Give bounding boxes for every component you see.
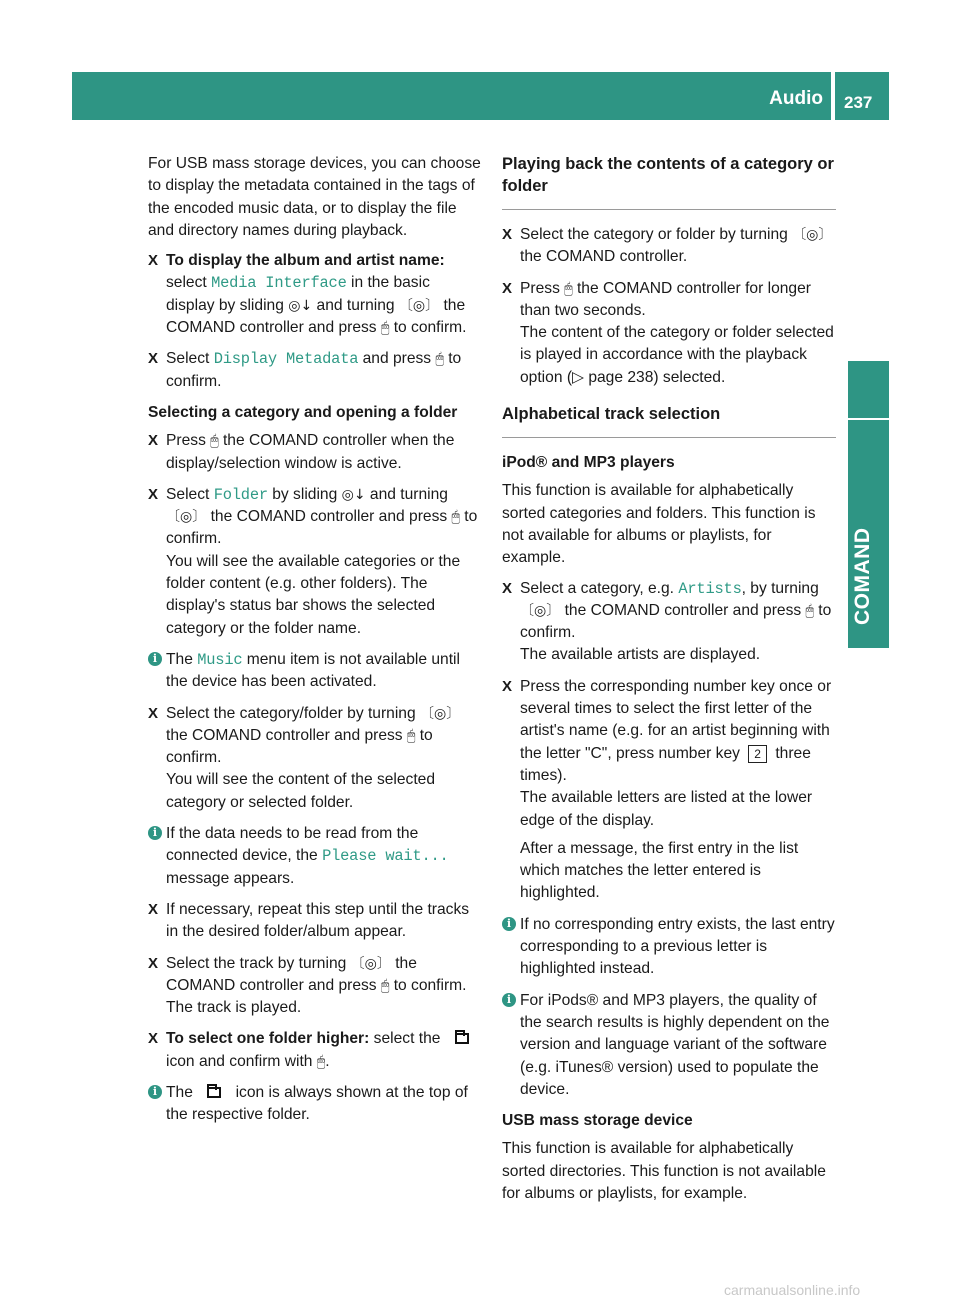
text: Select	[166, 485, 210, 503]
info-icon: i	[148, 1085, 162, 1099]
info-icon: i	[502, 993, 516, 1007]
text: the COMAND controller and press	[166, 726, 403, 744]
text: For iPods® and MP3 players, the quality of the search results is highly dependent on the version and language variant of the software (e.g. iTunes® version) used to populate the device.	[520, 991, 830, 1098]
info-icon: i	[148, 826, 162, 840]
text: If no corresponding entry exists, the last entry corresponding to a previous letter is highlighted instead.	[520, 915, 835, 978]
step-detail: You will see the available categories or the folder content (e.g. other folders). The display's status bar shows the selected category or the folder name.	[166, 552, 461, 637]
step-arrow-icon: X	[502, 579, 513, 597]
side-tab-label: COMAND	[851, 527, 874, 625]
right-column	[502, 153, 836, 1213]
page-number: 237	[844, 93, 873, 112]
text: Select	[166, 350, 210, 368]
press-controller-icon: 🖱	[451, 509, 460, 526]
text: .	[325, 1052, 330, 1070]
text: Select a category, e.g.	[520, 579, 675, 597]
step-select-category-folder	[148, 703, 482, 814]
text: menu item is not available until the device has been activated.	[166, 650, 460, 691]
step-arrow-icon: X	[148, 900, 159, 918]
turn-controller-icon: 〔◎〕	[166, 509, 207, 526]
text: by sliding	[272, 485, 338, 503]
text: select the	[373, 1030, 441, 1048]
text: icon and confirm with	[166, 1052, 313, 1070]
text: three times).	[520, 744, 811, 784]
step-detail: The available letters are listed at the lower edge of the display.	[520, 789, 813, 829]
step-arrow-icon: X	[148, 1030, 159, 1048]
text: icon is always shown at the top of the respective folder.	[166, 1083, 468, 1124]
step-select-track	[148, 953, 482, 1020]
text: the COMAND controller for longer than two seconds.	[520, 279, 811, 319]
menu-item-media-interface: Media Interface	[211, 274, 347, 293]
text: to confirm.	[393, 976, 467, 994]
paragraph-ipod: This function is available for alphabetically sorted categories and folders. This function is not available for albums or playlists, for example.	[502, 482, 816, 567]
subheading-usb: USB mass storage device	[502, 1112, 693, 1130]
footer-watermark: carmanualsonline.info	[724, 1282, 861, 1298]
press-controller-icon: 🖱	[435, 351, 444, 368]
press-controller-icon: 🖱	[805, 602, 814, 619]
info-folder-icon	[148, 1082, 482, 1127]
info-please-wait	[148, 823, 482, 890]
turn-controller-icon: 〔◎〕	[792, 227, 833, 243]
text: and press	[362, 350, 432, 368]
heading-alphabetical: Alphabetical track selection	[502, 403, 836, 438]
step-bold: To display the album and artist name:	[166, 252, 445, 270]
step-detail: You will see the content of the selected category or selected folder.	[166, 771, 436, 811]
text: to confirm.	[166, 508, 478, 548]
text: Press the corresponding number key once or several times to select the first letter of the artist's name (e.g. for an artist beginning with the letter "C", press number key	[520, 677, 832, 762]
text: The	[166, 650, 193, 668]
text: Select the category or folder by turning	[520, 226, 788, 243]
text: select	[166, 274, 207, 292]
turn-controller-icon: 〔◎〕	[520, 602, 561, 619]
step-folder-up	[148, 1028, 482, 1073]
subheading-selecting-category: Selecting a category and opening a folder	[148, 403, 458, 421]
menu-item-artists: Artists	[678, 579, 742, 598]
step-press-controller	[148, 430, 482, 475]
menu-item-folder: Folder	[213, 485, 268, 504]
text: , by turning	[741, 579, 819, 597]
text: to confirm.	[520, 601, 832, 642]
text: Press	[520, 279, 560, 297]
step-detail: The available artists are displayed.	[520, 646, 761, 664]
step-arrow-icon: X	[502, 226, 513, 243]
text: to confirm.	[166, 350, 462, 390]
intro-paragraph: For USB mass storage devices, you can choose to display the metadata contained in the tags of the encoded music data, or to display the file and directory names during playback.	[148, 155, 481, 239]
text: the COMAND controller when the display/selection window is active.	[166, 432, 455, 472]
folder-up-icon	[207, 1087, 221, 1098]
subheading-ipod: iPod® and MP3 players	[502, 454, 675, 472]
step-arrow-icon: X	[148, 432, 159, 450]
step-arrow-icon: X	[502, 279, 513, 297]
text: in the basic display by sliding	[166, 274, 430, 314]
text: and turning	[316, 296, 395, 314]
text: The	[166, 1083, 193, 1101]
menu-item-music: Music	[197, 650, 243, 669]
step-arrow-icon: X	[148, 252, 159, 270]
step-select-folder	[148, 484, 482, 640]
info-icon: i	[502, 917, 516, 931]
info-search-quality	[502, 990, 836, 1101]
turn-controller-icon: 〔◎〕	[420, 705, 461, 722]
text: Select the category/folder by turning	[166, 704, 416, 722]
message-please-wait: Please wait...	[322, 847, 449, 866]
press-controller-icon: 🖱	[380, 320, 390, 337]
text: If the data needs to be read from the connected device, the	[166, 825, 419, 865]
paragraph-usb: This function is available for alphabetically sorted directories. This function is not available for albums or playlists, for example.	[502, 1140, 826, 1202]
turn-controller-icon: 〔◎〕	[398, 297, 440, 314]
info-icon: i	[148, 652, 162, 666]
info-no-entry	[502, 914, 836, 981]
side-marker	[848, 361, 889, 418]
text: and turning	[369, 485, 448, 503]
step-display-album	[148, 250, 482, 339]
heading-playing-back: Playing back the contents of a category or folder	[502, 153, 836, 210]
step-display-metadata	[148, 348, 482, 393]
step-arrow-icon: X	[502, 677, 513, 695]
turn-controller-icon: 〔◎〕	[350, 955, 391, 972]
text: message appears.	[166, 869, 295, 887]
step-arrow-icon: X	[148, 954, 159, 972]
left-column	[148, 153, 482, 1136]
header-bar	[72, 72, 831, 120]
step-detail: The track is played.	[166, 999, 302, 1017]
folder-up-icon	[455, 1033, 469, 1044]
step-press-long	[502, 278, 836, 389]
text: the COMAND controller and press	[564, 601, 802, 619]
step-arrow-icon: X	[148, 704, 159, 722]
step-select-category	[502, 224, 836, 269]
press-controller-icon: 🖱	[380, 977, 390, 994]
step-detail: After a message, the first entry in the list which matches the letter entered is highlighted.	[520, 839, 799, 902]
step-repeat	[148, 899, 482, 944]
press-controller-icon: 🖱	[564, 280, 573, 297]
step-detail: The content of the category or folder selected is played in accordance with the playback option (▷ page 238) selected.	[520, 324, 834, 386]
text: Select the track by turning	[166, 954, 347, 972]
text: If necessary, repeat this step until the tracks in the desired folder/album appear.	[166, 900, 470, 941]
text: the COMAND controller.	[520, 248, 688, 266]
text: the COMAND controller and press	[166, 954, 417, 994]
text: the COMAND controller and press	[166, 296, 466, 337]
press-controller-icon: 🖱	[406, 727, 416, 744]
step-bold: To select one folder higher:	[166, 1030, 370, 1048]
step-select-artists	[502, 578, 836, 667]
step-arrow-icon: X	[148, 485, 159, 503]
press-controller-icon: 🖱	[316, 1053, 326, 1070]
number-key-2-icon: 2	[748, 745, 767, 763]
text: Press	[166, 432, 206, 450]
info-music-menu	[148, 649, 482, 694]
step-number-key	[502, 676, 836, 905]
text: the COMAND controller and press	[210, 508, 448, 526]
page-title: Audio	[769, 88, 823, 109]
press-controller-icon: 🖱	[210, 433, 219, 450]
step-arrow-icon: X	[148, 350, 159, 368]
slide-down-icon: ◎↓	[288, 297, 313, 314]
slide-down-icon: ◎↓	[341, 486, 366, 503]
text: to confirm.	[166, 726, 433, 767]
text: to confirm.	[393, 319, 467, 337]
menu-item-display-metadata: Display Metadata	[213, 350, 359, 369]
